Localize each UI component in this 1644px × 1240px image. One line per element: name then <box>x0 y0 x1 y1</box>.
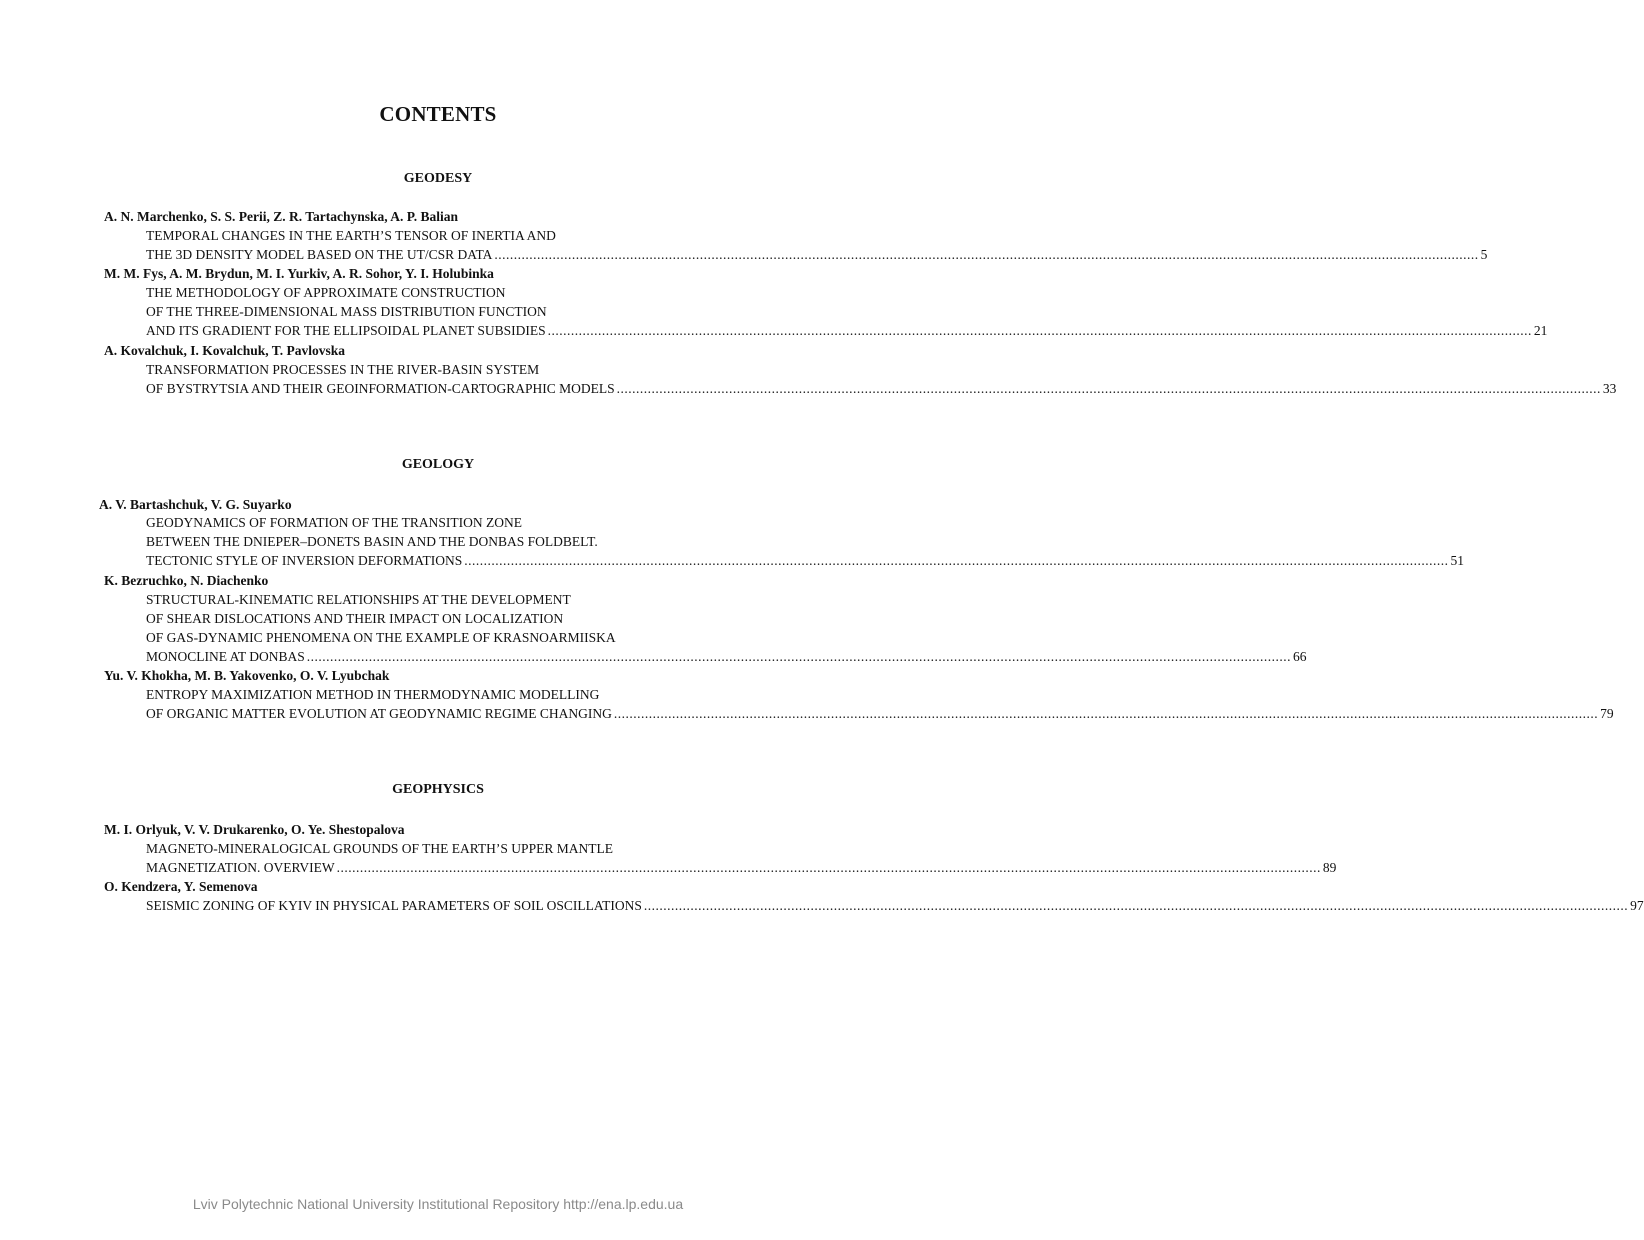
entry-title-line: THE METHODOLOGY OF APPROXIMATE CONSTRUCTION <box>146 285 506 300</box>
dot-leader: .............................................................................................................................................................................................................................................................. <box>336 860 1321 875</box>
entry-title-last-line <box>146 551 1465 570</box>
entry-title-last-line <box>146 647 1307 666</box>
dot-leader: .............................................................................................................................................................................................................................................................. <box>616 381 1601 396</box>
page-number: 66 <box>1293 649 1307 664</box>
entry-authors: A. N. Marchenko, S. S. Perii, Z. R. Tartachynska, A. P. Balian <box>104 209 459 224</box>
dot-leader: .............................................................................................................................................................................................................................................................. <box>464 553 1449 568</box>
entry-title-last-line <box>146 245 1488 264</box>
entry-title-line: STRUCTURAL-KINEMATIC RELATIONSHIPS AT THE DEVELOPMENT <box>146 592 571 607</box>
entry-title-line: TECTONIC STYLE OF INVERSION DEFORMATIONS <box>146 553 463 568</box>
entry-authors: O. Kendzera, Y. Semenova <box>104 879 258 894</box>
dot-leader: .............................................................................................................................................................................................................................................................. <box>613 706 1599 721</box>
entry-authors: M. M. Fys, A. M. Brydun, M. I. Yurkiv, A. R. Sohor, Y. I. Holubinka <box>104 266 494 281</box>
entry-authors: K. Bezruchko, N. Diachenko <box>104 573 269 588</box>
repository-footer: Lviv Polytechnic National University Institutional Repository http://ena.lp.edu.ua <box>192 1196 684 1212</box>
entry-title-last-line <box>146 321 1548 340</box>
page-title: CONTENTS <box>379 102 497 126</box>
page-number: 51 <box>1450 553 1465 568</box>
entry-authors: M. I. Orlyuk, V. V. Drukarenko, O. Ye. Shestopalova <box>104 822 405 837</box>
dot-leader: .............................................................................................................................................................................................................................................................. <box>306 649 1292 664</box>
page-number: 89 <box>1322 860 1337 875</box>
entry-title-line: ENTROPY MAXIMIZATION METHOD IN THERMODYNAMIC MODELLING <box>146 687 600 702</box>
entry-title-line: MAGNETO-MINERALOGICAL GROUNDS OF THE EARTH’S UPPER MANTLE <box>146 841 613 856</box>
entry-authors: A. Kovalchuk, I. Kovalchuk, T. Pavlovska <box>104 343 346 358</box>
dot-leader: .............................................................................................................................................................................................................................................................. <box>494 247 1479 262</box>
entry-authors: Yu. V. Khokha, M. B. Yakovenko, O. V. Lyubchak <box>104 668 390 683</box>
entry-title-line: SEISMIC ZONING OF KYIV IN PHYSICAL PARAMETERS OF SOIL OSCILLATIONS <box>146 898 642 913</box>
entry-title-line: MONOCLINE AT DONBAS <box>146 649 305 664</box>
page-number: 21 <box>1533 323 1548 338</box>
entry-title-line: THE 3D DENSITY MODEL BASED ON THE UT/CSR DATA <box>146 247 493 262</box>
section-heading-geophysics: GEOPHYSICS <box>392 782 484 797</box>
entry-title-line: AND ITS GRADIENT FOR THE ELLIPSOIDAL PLANET SUBSIDIES <box>146 323 546 338</box>
dot-leader: .............................................................................................................................................................................................................................................................. <box>547 323 1532 338</box>
entry-title-line: OF ORGANIC MATTER EVOLUTION AT GEODYNAMIC REGIME CHANGING <box>146 706 612 721</box>
entry-title-line: GEODYNAMICS OF FORMATION OF THE TRANSITION ZONE <box>146 515 523 530</box>
entry-title-line: TRANSFORMATION PROCESSES IN THE RIVER-BASIN SYSTEM <box>146 362 540 377</box>
entry-title-line: OF GAS-DYNAMIC PHENOMENA ON THE EXAMPLE OF KRASNOARMIISKA <box>146 630 616 645</box>
page-number: 33 <box>1602 381 1617 396</box>
entry-title-last-line <box>146 858 1337 877</box>
entry-title-last-line <box>146 896 1644 915</box>
entry-title-line: OF SHEAR DISLOCATIONS AND THEIR IMPACT ON LOCALIZATION <box>146 611 564 626</box>
entry-title-line: TEMPORAL CHANGES IN THE EARTH’S TENSOR OF INERTIA AND <box>146 228 556 243</box>
entry-title-line: MAGNETIZATION. OVERVIEW <box>146 860 335 875</box>
section-heading-geology: GEOLOGY <box>401 457 475 472</box>
entry-title-last-line <box>146 379 1617 398</box>
entry-title-line: OF THE THREE-DIMENSIONAL MASS DISTRIBUTION FUNCTION <box>146 304 547 319</box>
page-number: 5 <box>1480 247 1488 262</box>
section-heading-geodesy: GEODESY <box>403 171 473 186</box>
entry-title-line: BETWEEN THE DNIEPER–DONETS BASIN AND THE DONBAS FOLDBELT. <box>146 534 598 549</box>
entry-title-last-line <box>146 704 1614 723</box>
entry-title-line: OF BYSTRYTSIA AND THEIR GEOINFORMATION-CARTOGRAPHIC MODELS <box>146 381 615 396</box>
dot-leader: .............................................................................................................................................................................................................................................................. <box>643 898 1629 913</box>
page-number: 97 <box>1630 898 1644 913</box>
entry-authors: A. V. Bartashchuk, V. G. Suyarko <box>99 497 292 512</box>
page-number: 79 <box>1600 706 1614 721</box>
